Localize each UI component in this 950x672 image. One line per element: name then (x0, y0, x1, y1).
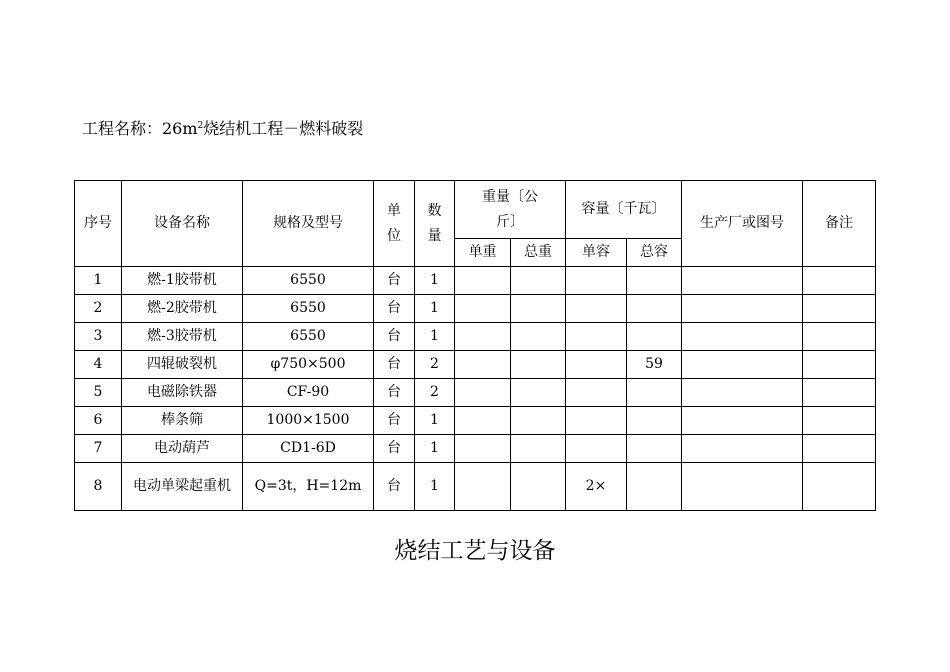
header-qty-text: 数量 (427, 202, 442, 244)
cell-maker (682, 407, 803, 435)
table-row (75, 435, 876, 463)
cell-unit: 台 (374, 379, 415, 407)
header-remark: 备注 (803, 181, 876, 267)
cell-unit: 台 (374, 351, 415, 379)
table-row (75, 323, 876, 351)
cell-weight-single (455, 267, 511, 295)
cell-seq: 4 (75, 351, 122, 379)
cell-cap-total (627, 435, 682, 463)
cell-unit: 台 (374, 323, 415, 351)
cell-name-text: 电动单梁起重机 (133, 478, 231, 494)
cell-maker (682, 323, 803, 351)
cell-remark (803, 379, 876, 407)
cell-remark (803, 351, 876, 379)
cell-weight-single (455, 351, 511, 379)
header-unit (374, 181, 415, 267)
cell-weight-total (511, 435, 566, 463)
cell-weight-total (511, 407, 566, 435)
table-row (75, 267, 876, 295)
cell-remark (803, 267, 876, 295)
cell-weight-total (511, 463, 566, 511)
cell-maker (682, 435, 803, 463)
cell-weight-single (455, 435, 511, 463)
cell-unit: 台 (374, 435, 415, 463)
cell-qty: 1 (415, 407, 455, 435)
cell-weight-single (455, 379, 511, 407)
cell-cap-single (566, 379, 627, 407)
cell-cap-single (566, 267, 627, 295)
cell-weight-total (511, 351, 566, 379)
cell-spec: Q=3t，H=12m (243, 463, 374, 511)
cell-remark (803, 407, 876, 435)
project-title-superscript: 2 (197, 121, 204, 131)
cell-name: 燃-3胶带机 (122, 323, 243, 351)
cell-cap-single (566, 351, 627, 379)
cell-cap-single: 2× (566, 463, 627, 511)
cell-seq: 7 (75, 435, 122, 463)
cell-weight-total (511, 379, 566, 407)
project-title-prefix: 工程名称：26m (82, 119, 198, 138)
header-weight (455, 181, 566, 239)
cell-unit: 台 (374, 267, 415, 295)
document-footer-title: 烧结工艺与设备 (394, 538, 556, 564)
table-row (75, 295, 876, 323)
cell-unit: 台 (374, 295, 415, 323)
table-row (75, 407, 876, 435)
cell-cap-total (627, 463, 682, 511)
cell-maker (682, 267, 803, 295)
cell-name: 棒条筛 (122, 407, 243, 435)
cell-cap-single (566, 323, 627, 351)
header-weight-single: 单重 (455, 239, 511, 267)
cell-cap-single (566, 407, 627, 435)
cell-qty: 2 (415, 351, 455, 379)
cell-spec: 1000×1500 (243, 407, 374, 435)
project-title-suffix: 烧结机工程－燃料破裂 (203, 119, 364, 138)
cell-seq: 2 (75, 295, 122, 323)
cell-maker (682, 463, 803, 511)
cell-qty: 1 (415, 295, 455, 323)
cell-cap-total (627, 295, 682, 323)
header-cap-total: 总容 (627, 239, 682, 267)
cell-qty: 2 (415, 379, 455, 407)
cell-name (122, 463, 243, 511)
cell-cap-total (627, 407, 682, 435)
cell-remark (803, 295, 876, 323)
header-spec: 规格及型号 (243, 181, 374, 267)
cell-spec: CD1-6D (243, 435, 374, 463)
table-row (75, 379, 876, 407)
cell-maker (682, 379, 803, 407)
header-weight-text: 重量〔公斤〕 (482, 188, 538, 230)
project-title (82, 116, 363, 139)
header-cap-single: 单容 (566, 239, 627, 267)
cell-unit: 台 (374, 407, 415, 435)
cell-weight-single (455, 323, 511, 351)
cell-cap-total: 59 (627, 351, 682, 379)
cell-weight-total (511, 295, 566, 323)
cell-remark (803, 323, 876, 351)
cell-weight-total (511, 267, 566, 295)
cell-maker (682, 351, 803, 379)
cell-remark (803, 463, 876, 511)
cell-seq: 8 (75, 463, 122, 511)
cell-qty: 1 (415, 267, 455, 295)
cell-seq: 6 (75, 407, 122, 435)
cell-unit: 台 (374, 463, 415, 511)
cell-seq: 5 (75, 379, 122, 407)
header-name: 设备名称 (122, 181, 243, 267)
table-row (75, 351, 876, 379)
cell-cap-total (627, 379, 682, 407)
cell-weight-single (455, 463, 511, 511)
cell-remark (803, 435, 876, 463)
cell-qty: 1 (415, 435, 455, 463)
cell-qty: 1 (415, 323, 455, 351)
cell-name: 四辊破裂机 (122, 351, 243, 379)
header-row (75, 181, 876, 239)
cell-cap-single (566, 295, 627, 323)
cell-spec: 6550 (243, 267, 374, 295)
cell-name: 燃-2胶带机 (122, 295, 243, 323)
equipment-table (74, 180, 876, 511)
header-capacity: 容量〔千瓦〕 (566, 181, 682, 239)
header-unit-text: 单位 (387, 202, 401, 244)
table-row (75, 463, 876, 511)
cell-name: 电磁除铁器 (122, 379, 243, 407)
header-maker: 生产厂或图号 (682, 181, 803, 267)
cell-cap-single (566, 435, 627, 463)
cell-weight-total (511, 323, 566, 351)
cell-name: 燃-1胶带机 (122, 267, 243, 295)
cell-seq: 3 (75, 323, 122, 351)
cell-spec: 6550 (243, 295, 374, 323)
cell-cap-total (627, 323, 682, 351)
cell-spec: φ750×500 (243, 351, 374, 379)
cell-name: 电动葫芦 (122, 435, 243, 463)
cell-cap-total (627, 267, 682, 295)
cell-spec: CF-90 (243, 379, 374, 407)
cell-seq: 1 (75, 267, 122, 295)
cell-maker (682, 295, 803, 323)
header-seq: 序号 (75, 181, 122, 267)
cell-spec: 6550 (243, 323, 374, 351)
cell-weight-single (455, 407, 511, 435)
cell-qty: 1 (415, 463, 455, 511)
header-weight-total: 总重 (511, 239, 566, 267)
header-qty (415, 181, 455, 267)
cell-weight-single (455, 295, 511, 323)
